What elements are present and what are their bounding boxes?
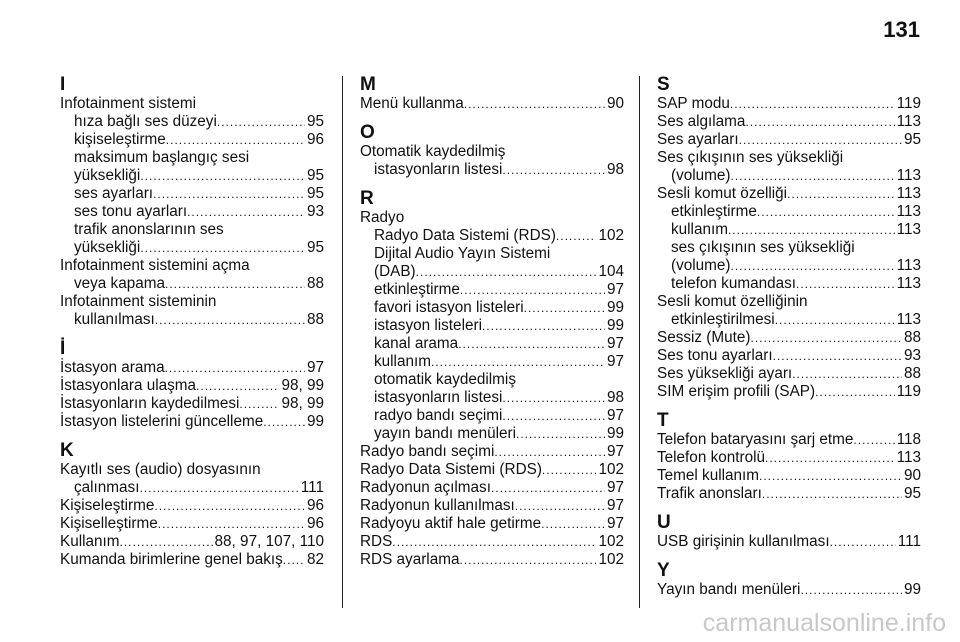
entry-term: yüksekliği: [74, 239, 141, 256]
dot-leader: [392, 533, 596, 551]
dot-leader: [155, 311, 305, 329]
entry-page-ref: 98: [606, 389, 624, 406]
dot-leader: [759, 467, 902, 485]
index-entry: [360, 209, 624, 227]
section-letter: Y: [657, 560, 670, 581]
entry-term: RDS: [360, 533, 393, 550]
dot-leader: [120, 533, 213, 551]
dot-leader: [158, 515, 305, 533]
index-entry: [360, 497, 624, 515]
entry-page-ref: 113: [896, 221, 921, 238]
section-letter: R: [360, 188, 374, 209]
dot-leader: [494, 443, 605, 461]
dot-leader: [815, 383, 895, 401]
index-entry: [360, 299, 624, 317]
index-entry: [360, 263, 624, 281]
entry-page-ref: 97: [606, 515, 624, 532]
entry-term: Sesli komut özelliğinin: [657, 293, 808, 310]
dot-leader: [187, 203, 305, 221]
index-entry: [657, 257, 921, 275]
entry-page-ref: 102: [598, 551, 624, 568]
entry-page-ref: 96: [306, 131, 324, 148]
entry-term: Radyo Data Sistemi (RDS): [374, 227, 556, 244]
entry-page-ref: 88: [306, 311, 324, 328]
dot-leader: [853, 431, 894, 449]
dot-leader: [464, 95, 605, 113]
index-section: [60, 75, 324, 329]
section-letter: İ: [60, 338, 66, 359]
entry-page-ref: 97: [606, 353, 624, 370]
dot-leader: [431, 353, 605, 371]
dot-leader: [460, 281, 605, 299]
entry-page-ref: 93: [903, 347, 921, 364]
index-entry: [360, 407, 624, 425]
index-entry: [60, 395, 324, 413]
entry-term: trafik anonslarının ses: [74, 221, 224, 238]
index-entry: [657, 95, 921, 113]
entry-term: USB girişinin kullanılması: [657, 533, 830, 550]
entry-term: kullanılması: [74, 311, 155, 328]
dot-leader: [140, 167, 305, 185]
entry-page-ref: 93: [306, 203, 324, 220]
entry-term: otomatik kaydedilmiş: [374, 371, 516, 388]
index-entry: [657, 293, 921, 311]
index-entry: [657, 533, 921, 551]
index-section: [360, 189, 624, 569]
dot-leader: [541, 515, 605, 533]
index-section: [60, 339, 324, 431]
dot-leader: [515, 497, 605, 515]
dot-leader: [731, 167, 895, 185]
index-entry: [60, 257, 324, 275]
index-entry: [60, 497, 324, 515]
entry-page-ref: 113: [896, 203, 921, 220]
index-entry: [60, 167, 324, 185]
dot-leader: [283, 551, 305, 569]
entry-term: Ses tonu ayarları: [657, 347, 773, 364]
index-entry: [657, 311, 921, 329]
index-entry: [60, 239, 324, 257]
dot-leader: [730, 95, 895, 113]
entry-page-ref: 82: [306, 551, 324, 568]
entry-term: Sessiz (Mute): [657, 329, 751, 346]
section-letter: M: [360, 74, 376, 95]
dot-leader: [502, 407, 605, 425]
index-entry: [657, 149, 921, 167]
index-entry: [657, 185, 921, 203]
entry-page-ref: 119: [896, 95, 921, 112]
index-entry: [360, 353, 624, 371]
entry-page-ref: 97: [606, 497, 624, 514]
entry-page-ref: 95: [306, 167, 324, 184]
dot-leader: [165, 359, 305, 377]
index-entry: [60, 359, 324, 377]
entry-page-ref: 104: [598, 263, 624, 280]
index-entry: [360, 335, 624, 353]
index-entry: [360, 227, 624, 245]
index-entry: [657, 365, 921, 383]
dot-leader: [830, 533, 896, 551]
entry-page-ref: 95: [903, 131, 921, 148]
entry-term: çalınması: [74, 479, 140, 496]
entry-page-ref: 88: [903, 329, 921, 346]
section-letter: S: [657, 74, 670, 95]
entry-page-ref: 95: [306, 185, 324, 202]
entry-term: İstasyonların kaydedilmesi: [60, 395, 240, 412]
entry-term: Infotainment sistemi: [60, 95, 197, 112]
index-section: [657, 561, 921, 599]
index-entry: [60, 221, 324, 239]
index-column-2: [360, 75, 624, 569]
entry-page-ref: 111: [897, 533, 921, 550]
dot-leader: [556, 227, 597, 245]
entry-term: Kişiselleştirme: [60, 515, 158, 532]
entry-term: Radyo: [360, 209, 405, 226]
entry-term: RDS ayarlama: [360, 551, 460, 568]
entry-page-ref: 113: [896, 185, 921, 202]
entry-page-ref: 113: [896, 311, 921, 328]
dot-leader: [796, 275, 895, 293]
index-entry: [60, 551, 324, 569]
entry-page-ref: 113: [896, 113, 921, 130]
entry-term: Kumanda birimlerine genel bakış: [60, 551, 283, 568]
entry-term: Kişiseleştirme: [60, 497, 155, 514]
index-entry: [360, 143, 624, 161]
index-entry: [360, 245, 624, 263]
index-entry: [60, 377, 324, 395]
dot-leader: [751, 329, 902, 347]
entry-term: Radyonun açılması: [360, 479, 491, 496]
entry-term: (volume): [671, 167, 731, 184]
entry-term: Radyo Data Sistemi (RDS): [360, 461, 542, 478]
index-entry: [60, 311, 324, 329]
entry-term: Kayıtlı ses (audio) dosyasının: [60, 461, 261, 478]
entry-page-ref: 102: [598, 461, 624, 478]
entry-page-ref: 99: [903, 581, 921, 598]
index-entry: [360, 533, 624, 551]
section-letter: T: [657, 410, 669, 431]
index-entry: [360, 443, 624, 461]
dot-leader: [731, 257, 895, 275]
dot-leader: [502, 161, 605, 179]
entry-page-ref: 102: [598, 227, 624, 244]
entry-term: Sesli komut özelliği: [657, 185, 788, 202]
index-section: [657, 75, 921, 401]
dot-leader: [792, 365, 902, 383]
entry-page-ref: 97: [606, 335, 624, 352]
entry-term: etkinleştirme: [671, 203, 757, 220]
entry-term: İstasyon arama: [60, 359, 165, 376]
index-section: [657, 411, 921, 503]
entry-term: istasyonların listesi: [374, 161, 503, 178]
entry-page-ref: 111: [300, 479, 324, 496]
dot-leader: [166, 131, 305, 149]
entry-term: Menü kullanma: [360, 95, 464, 112]
entry-page-ref: 88: [306, 275, 324, 292]
dot-leader: [239, 395, 279, 413]
entry-term: İstasyonlara ulaşma: [60, 377, 197, 394]
index-section: [360, 123, 624, 179]
entry-term: Ses ayarları: [657, 131, 739, 148]
entry-term: ses çıkışının ses yüksekliği: [671, 239, 855, 256]
index-column-3: [657, 75, 921, 599]
index-entry: [657, 329, 921, 347]
entry-term: ses tonu ayarları: [74, 203, 188, 220]
index-entry: [360, 371, 624, 389]
entry-term: kişiseleştirme: [74, 131, 166, 148]
entry-page-ref: 97: [606, 443, 624, 460]
dot-leader: [263, 413, 305, 431]
index-entry: [657, 203, 921, 221]
section-letter: I: [60, 74, 66, 95]
index-entry: [657, 113, 921, 131]
index-entry: [60, 413, 324, 431]
entry-page-ref: 97: [306, 359, 324, 376]
entry-term: (volume): [671, 257, 731, 274]
index-entry: [360, 281, 624, 299]
dot-leader: [728, 221, 895, 239]
index-entry: [60, 479, 324, 497]
entry-page-ref: 90: [606, 95, 624, 112]
dot-leader: [491, 479, 605, 497]
entry-term: istasyon listeleri: [374, 317, 482, 334]
dot-leader: [502, 389, 605, 407]
entry-term: Kullanım: [60, 533, 120, 550]
dot-leader: [773, 347, 902, 365]
entry-page-ref: 113: [896, 449, 921, 466]
dot-leader: [762, 485, 902, 503]
entry-term: Trafik anonsları: [657, 485, 762, 502]
entry-page-ref: 95: [306, 113, 324, 130]
index-entry: [60, 203, 324, 221]
entry-page-ref: 119: [896, 383, 921, 400]
index-entry: [60, 515, 324, 533]
entry-term: etkinleştirme: [374, 281, 460, 298]
watermark: carmanualsonline.info: [702, 609, 946, 637]
index-entry: [657, 275, 921, 293]
dot-leader: [787, 185, 895, 203]
index-entry: [657, 431, 921, 449]
index-entry: [60, 95, 324, 113]
index-section: [657, 513, 921, 551]
index-entry: [60, 275, 324, 293]
dot-leader: [775, 311, 895, 329]
entry-page-ref: 97: [606, 281, 624, 298]
section-letter: U: [657, 512, 671, 533]
entry-term: SIM erişim profili (SAP): [657, 383, 816, 400]
column-divider: [639, 76, 640, 608]
index-entry: [657, 467, 921, 485]
entry-page-ref: 98: [606, 161, 624, 178]
entry-term: veya kapama: [74, 275, 165, 292]
dot-leader: [516, 425, 605, 443]
entry-term: kullanım: [374, 353, 431, 370]
entry-page-ref: 96: [306, 497, 324, 514]
index-entry: [60, 131, 324, 149]
entry-term: Infotainment sistemini açma: [60, 257, 250, 274]
dot-leader: [153, 185, 305, 203]
entry-term: yayın bandı menüleri: [374, 425, 517, 442]
entry-term: Ses algılama: [657, 113, 746, 130]
index-entry: [60, 461, 324, 479]
entry-term: Infotainment sisteminin: [60, 293, 217, 310]
index-entry: [360, 95, 624, 113]
entry-term: (DAB): [374, 263, 416, 280]
index-entry: [60, 149, 324, 167]
index-entry: [360, 461, 624, 479]
dot-leader: [482, 317, 605, 335]
entry-page-ref: 102: [598, 533, 624, 550]
index-entry: [360, 317, 624, 335]
index-entry: [657, 221, 921, 239]
entry-term: Ses çıkışının ses yüksekliği: [657, 149, 844, 166]
entry-term: Telefon kontrolü: [657, 449, 765, 466]
entry-page-ref: 99: [606, 425, 624, 442]
entry-term: Yayın bandı menüleri: [657, 581, 801, 598]
index-entry: [657, 581, 921, 599]
index-entry: [360, 389, 624, 407]
index-entry: [360, 551, 624, 569]
entry-page-ref: 88: [903, 365, 921, 382]
entry-term: telefon kumandası: [671, 275, 797, 292]
dot-leader: [154, 497, 305, 515]
dot-leader: [416, 263, 597, 281]
entry-term: Dijital Audio Yayın Sistemi: [374, 245, 551, 262]
index-entry: [657, 167, 921, 185]
entry-term: ses ayarları: [74, 185, 154, 202]
index-entry: [60, 113, 324, 131]
section-letter: O: [360, 122, 375, 143]
dot-leader: [217, 113, 305, 131]
entry-page-ref: 98, 99: [281, 395, 324, 412]
dot-leader: [459, 551, 596, 569]
entry-term: kullanım: [671, 221, 728, 238]
index-entry: [657, 347, 921, 365]
entry-page-ref: 88, 97, 107, 110: [214, 533, 324, 550]
column-divider: [342, 76, 343, 608]
index-entry: [657, 131, 921, 149]
entry-page-ref: 99: [606, 299, 624, 316]
entry-term: Ses yüksekliği ayarı: [657, 365, 793, 382]
dot-leader: [739, 131, 902, 149]
dot-leader: [745, 113, 894, 131]
entry-page-ref: 98, 99: [281, 377, 324, 394]
entry-page-ref: 96: [306, 515, 324, 532]
page-number: 131: [883, 17, 920, 42]
dot-leader: [458, 335, 605, 353]
dot-leader: [165, 275, 305, 293]
index-section: [360, 75, 624, 113]
index-entry: [360, 161, 624, 179]
entry-page-ref: 97: [606, 479, 624, 496]
entry-term: radyo bandı seçimi: [374, 407, 503, 424]
dot-leader: [524, 299, 605, 317]
index-entry: [360, 515, 624, 533]
index-section: [60, 441, 324, 569]
entry-term: maksimum başlangıç sesi: [74, 149, 250, 166]
dot-leader: [139, 479, 298, 497]
dot-leader: [542, 461, 597, 479]
entry-term: Telefon bataryasını şarj etme: [657, 431, 854, 448]
dot-leader: [757, 203, 895, 221]
index-entry: [360, 425, 624, 443]
entry-page-ref: 90: [903, 467, 921, 484]
entry-term: istasyonların listesi: [374, 389, 503, 406]
entry-page-ref: 113: [896, 275, 921, 292]
entry-term: hıza bağlı ses düzeyi: [74, 113, 217, 130]
entry-term: Radyoyu aktif hale getirme: [360, 515, 542, 532]
entry-term: Radyonun kullanılması: [360, 497, 515, 514]
entry-term: İstasyon listelerini güncelleme: [60, 413, 264, 430]
entry-page-ref: 97: [606, 407, 624, 424]
entry-page-ref: 118: [896, 431, 921, 448]
entry-term: yüksekliği: [74, 167, 141, 184]
entry-term: favori istasyon listeleri: [374, 299, 524, 316]
index-entry: [657, 449, 921, 467]
entry-term: Radyo bandı seçimi: [360, 443, 495, 460]
entry-term: kanal arama: [374, 335, 459, 352]
entry-page-ref: 95: [903, 485, 921, 502]
index-entry: [60, 185, 324, 203]
dot-leader: [800, 581, 902, 599]
dot-leader: [765, 449, 895, 467]
entry-page-ref: 113: [896, 257, 921, 274]
entry-term: etkinleştirilmesi: [671, 311, 775, 328]
index-entry: [60, 533, 324, 551]
dot-leader: [140, 239, 305, 257]
entry-page-ref: 95: [306, 239, 324, 256]
index-entry: [657, 383, 921, 401]
index-entry: [360, 479, 624, 497]
index-entry: [60, 293, 324, 311]
section-letter: K: [60, 440, 74, 461]
entry-term: SAP modu: [657, 95, 730, 112]
entry-term: Otomatik kaydedilmiş: [360, 143, 506, 160]
entry-page-ref: 113: [896, 167, 921, 184]
entry-page-ref: 99: [606, 317, 624, 334]
index-entry: [657, 485, 921, 503]
entry-term: Temel kullanım: [657, 467, 760, 484]
dot-leader: [196, 377, 279, 395]
index-column-1: [60, 75, 324, 569]
index-entry: [657, 239, 921, 257]
entry-page-ref: 99: [306, 413, 324, 430]
